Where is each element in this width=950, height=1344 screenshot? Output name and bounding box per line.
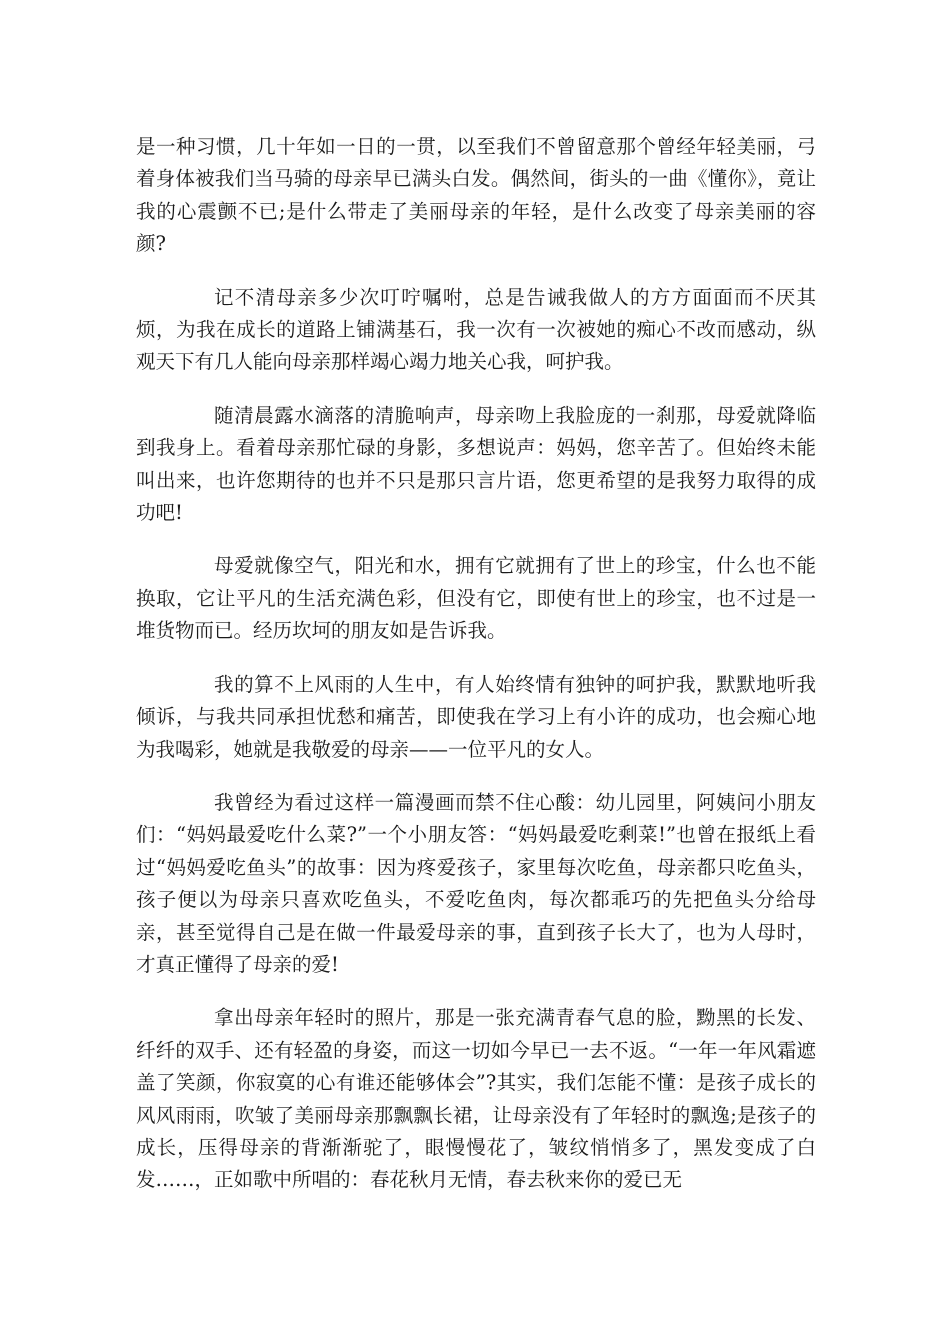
paragraph-7: 拿出母亲年轻时的照片，那是一张充满青春气息的脸，黝黑的长发、纤纤的双手、还有轻盈的身姿，而这一切如今早已一去不返。“一年一年风霜遮盖了笑颜，你寂寞的心有谁还能够体会”?其实，我们怎能不懂：是孩子成长的风风雨雨，吹皱了美丽母亲那飘飘长裙，让母亲没有了年轻时的飘逸;是孩子的成长，压得母亲的背渐渐驼了，眼慢慢花了，皱纹悄悄多了，黑发变成了白发……，正如歌中所唱的：春花秋月无情，春去秋来你的爱已无 (136, 1006, 816, 1192)
paragraph-5: 我的算不上风雨的人生中，有人始终情有独钟的呵护我，默默地听我倾诉，与我共同承担忧愁和痛苦，即使我在学习上有小许的成功，也会痴心地为我喝彩，她就是我敬爱的母亲——一位平凡的女人。 (136, 672, 816, 761)
paragraph-3: 随清晨露水滴落的清脆响声，母亲吻上我脸庞的一刹那，母爱就降临到我身上。看着母亲那忙碌的身影，多想说声：妈妈，您辛苦了。但始终未能叫出来，也许您期待的也并不只是那只言片语，您更希望的是我努力取得的成功吧! (136, 403, 816, 525)
paragraph-1: 是一种习惯，几十年如一日的一贯，以至我们不曾留意那个曾经年轻美丽，弓着身体被我们当马骑的母亲早已满头白发。偶然间，街头的一曲《懂你》，竟让我的心震颤不已;是什么带走了美丽母亲的年轻，是什么改变了母亲美丽的容颜? (136, 135, 816, 256)
paragraph-6: 我曾经为看过这样一篇漫画而禁不住心酸：幼儿园里，阿姨问小朋友们：“妈妈最爱吃什么菜?”一个小朋友答：“妈妈最爱吃剩菜!”也曾在报纸上看过“妈妈爱吃鱼头”的故事：因为疼爱孩子，家里每次吃鱼，母亲都只吃鱼头，孩子便以为母亲只喜欢吃鱼头，不爱吃鱼肉，每次都乖巧的先把鱼头分给母亲，甚至觉得自己是在做一件最爱母亲的事，直到孩子长大了，也为人母时，才真正懂得了母亲的爱! (136, 790, 816, 976)
paragraph-2: 记不清母亲多少次叮咛嘱咐，总是告诫我做人的方方面面而不厌其烦，为我在成长的道路上铺满基石，我一次有一次被她的痴心不改而感动，纵观天下有几人能向母亲那样竭心竭力地关心我，呵护我。 (136, 285, 816, 374)
article-body (136, 131, 816, 1218)
paragraph-4: 母爱就像空气，阳光和水，拥有它就拥有了世上的珍宝，什么也不能换取，它让平凡的生活充满色彩，但没有它，即使有世上的珍宝，也不过是一堆货物而已。经历坎坷的朋友如是告诉我。 (136, 554, 816, 643)
